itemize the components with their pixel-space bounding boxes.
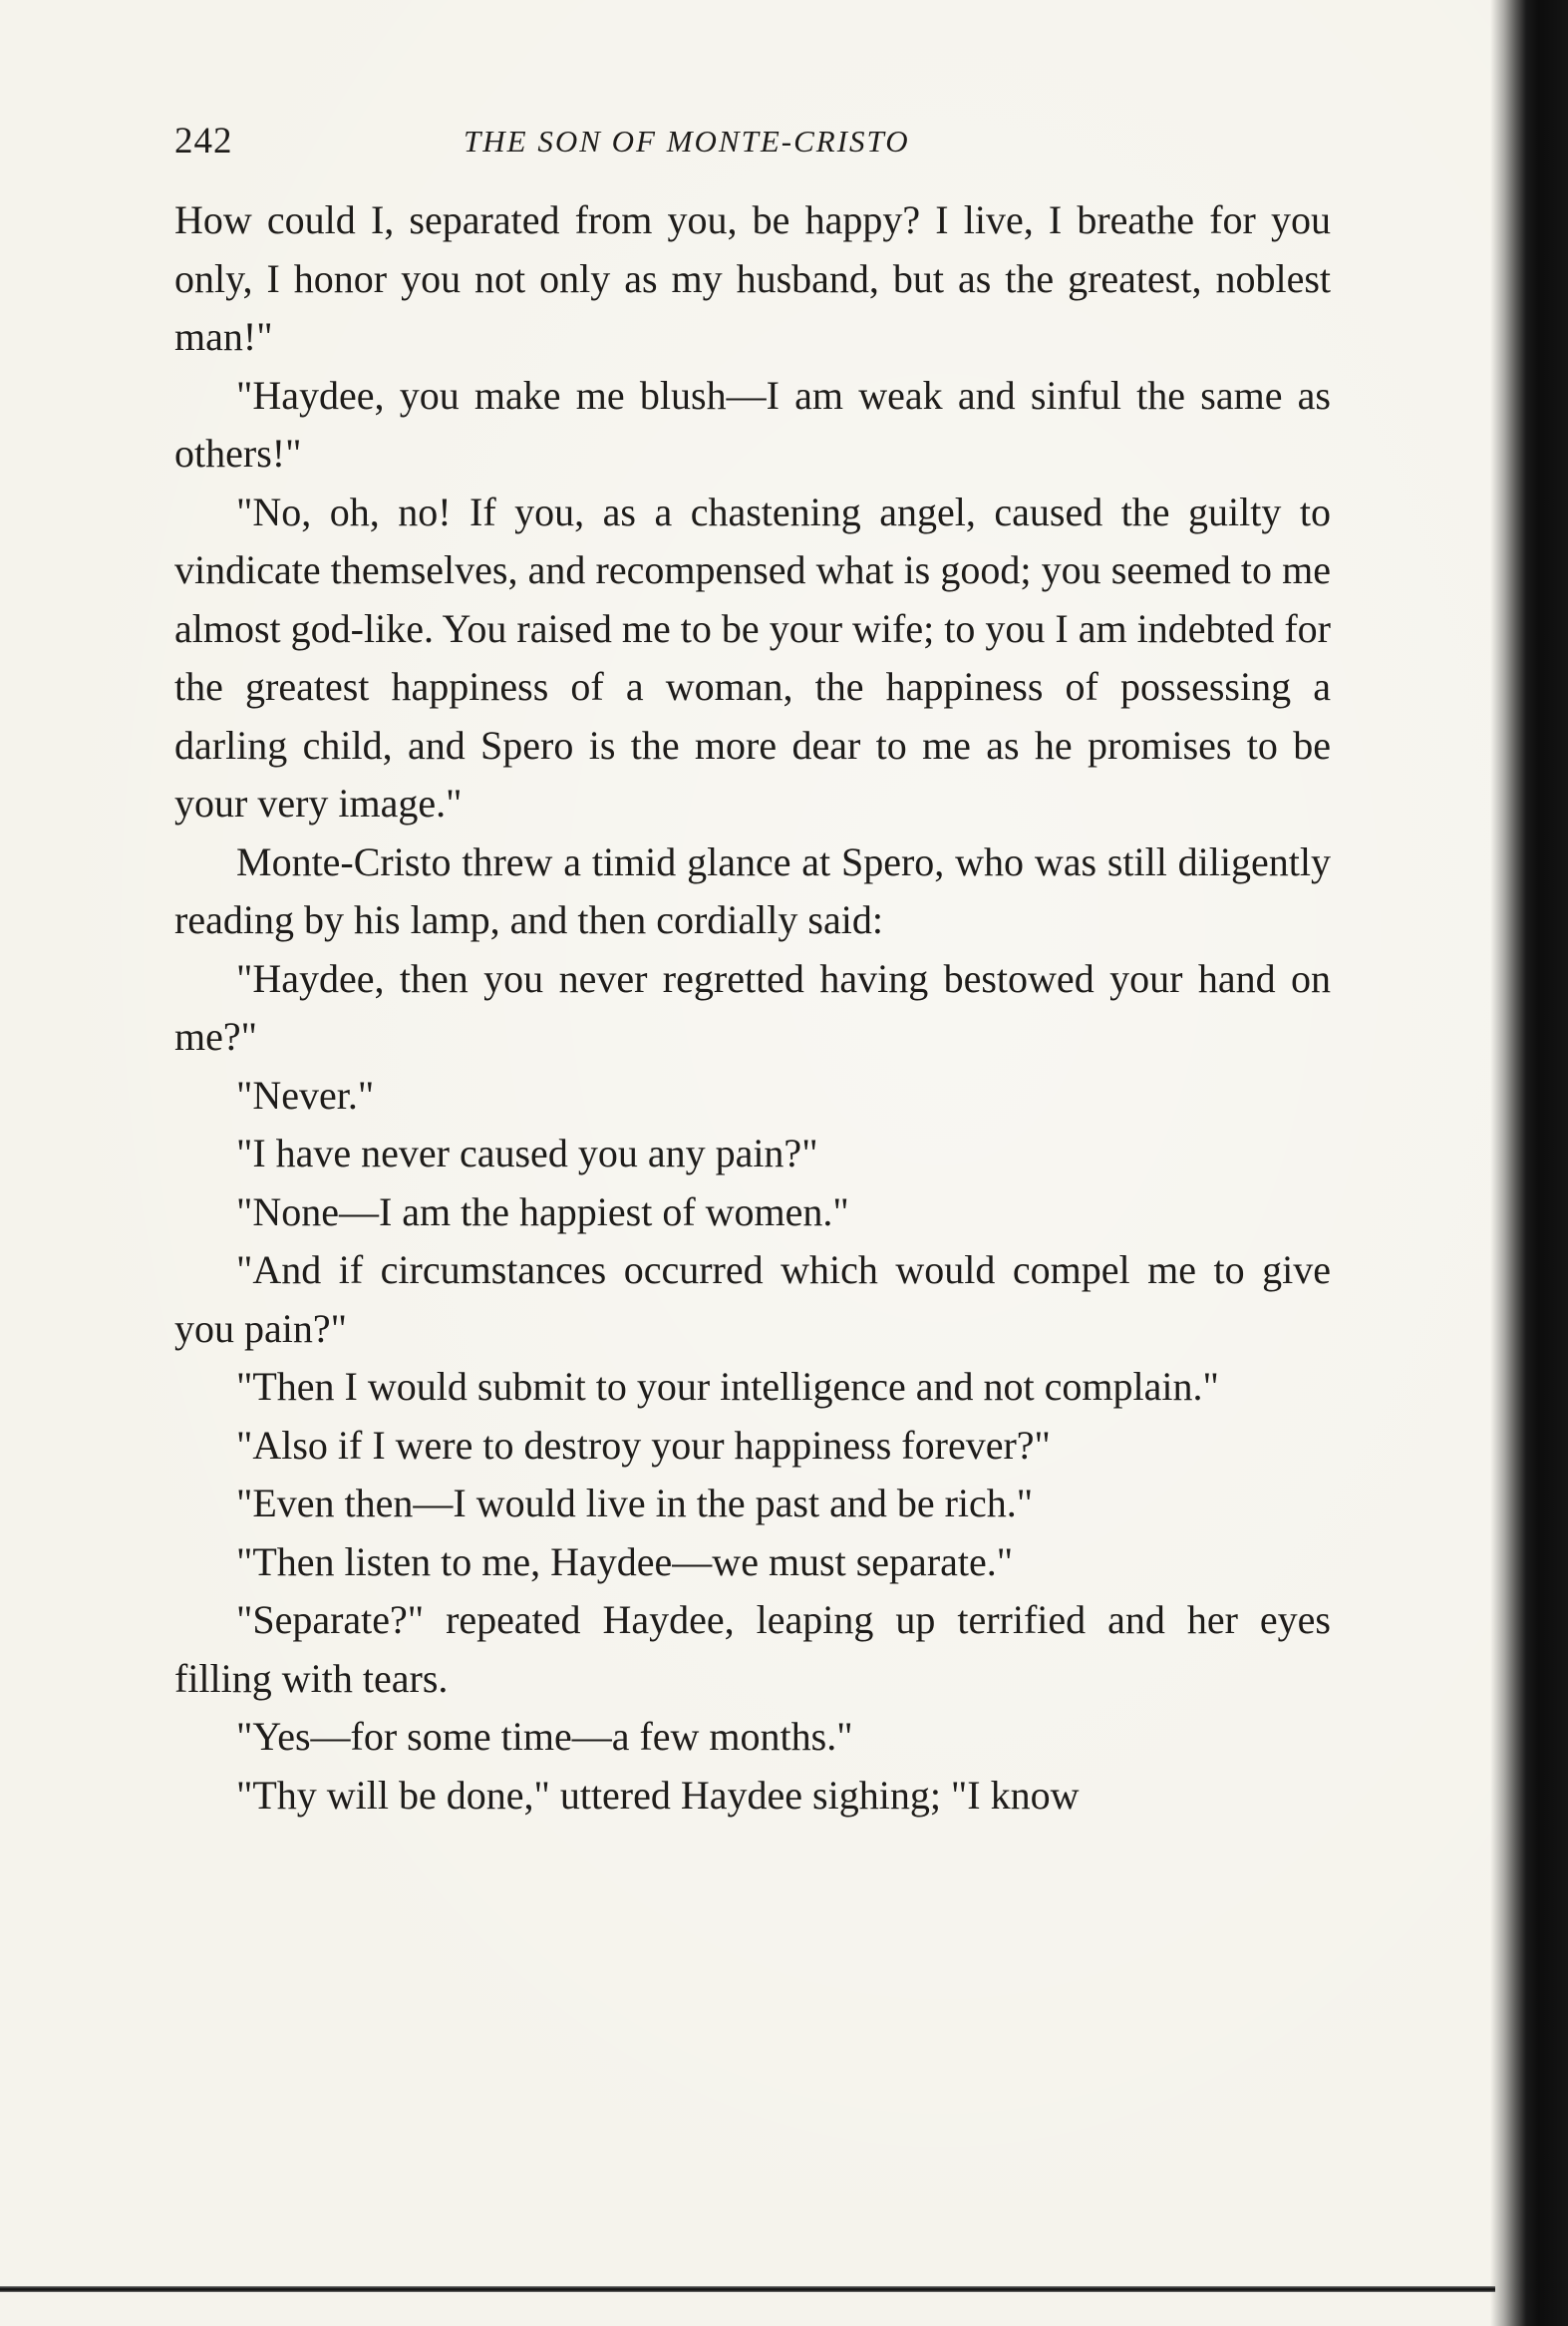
paragraph: "Even then—I would live in the past and be rich." — [236, 1481, 1034, 1525]
paragraph: "Then I would submit to your intelligence and not complain." — [236, 1364, 1219, 1409]
paragraph: "Then listen to me, Haydee—we must separate." — [236, 1538, 1014, 1584]
paragraph: "Haydee, you make me blush—I am weak and sinful the same as others!" — [174, 372, 1331, 476]
paragraph: "Thy will be done," uttered Haydee sighing; "I know — [236, 1772, 1080, 1818]
paragraph: Monte-Cristo threw a timid glance at Spero, who was still diligently reading by his lamp, and then cordially said: — [174, 838, 1331, 942]
paragraph: How could I, separated from you, be happy? I live, I breathe for you only, I honor you not only as my husband, but as the greatest, noblest man!" — [174, 197, 1331, 359]
paragraph: "None—I am the happiest of women." — [236, 1188, 849, 1234]
paragraph: "I have never caused you any pain?" — [236, 1131, 818, 1175]
page-number: 242 — [174, 121, 233, 162]
book-spine-shadow — [1490, 0, 1568, 2326]
paragraph: "Separate?" repeated Haydee, leaping up terrified and her eyes filling with tears. — [174, 1597, 1331, 1701]
bottom-rule — [0, 2286, 1495, 2292]
paragraph: "No, oh, no! If you, as a chastening angel, caused the guilty to vindicate themselves, and recompensed what is good; you seemed to me almost god-like. You raised me to be your wife; to you I am indebted for the greatest happiness of a woman, the happiness of possessing a darling child, and Spero is the more dear to me as he promises to be your very image." — [174, 489, 1331, 826]
paragraph: "Yes—for some time—a few months." — [236, 1714, 853, 1759]
page-header — [174, 120, 1351, 175]
paragraph: "Haydee, then you never regretted having bestowed your hand on me?" — [174, 955, 1331, 1059]
running-title: THE SON OF MONTE-CRISTO — [464, 124, 910, 159]
body-text — [174, 191, 1331, 1825]
paragraph: "Also if I were to destroy your happiness forever?" — [236, 1422, 1051, 1468]
paragraph: "Never." — [236, 1072, 375, 1118]
paragraph: "And if circumstances occurred which would compel me to give you pain?" — [174, 1247, 1331, 1351]
